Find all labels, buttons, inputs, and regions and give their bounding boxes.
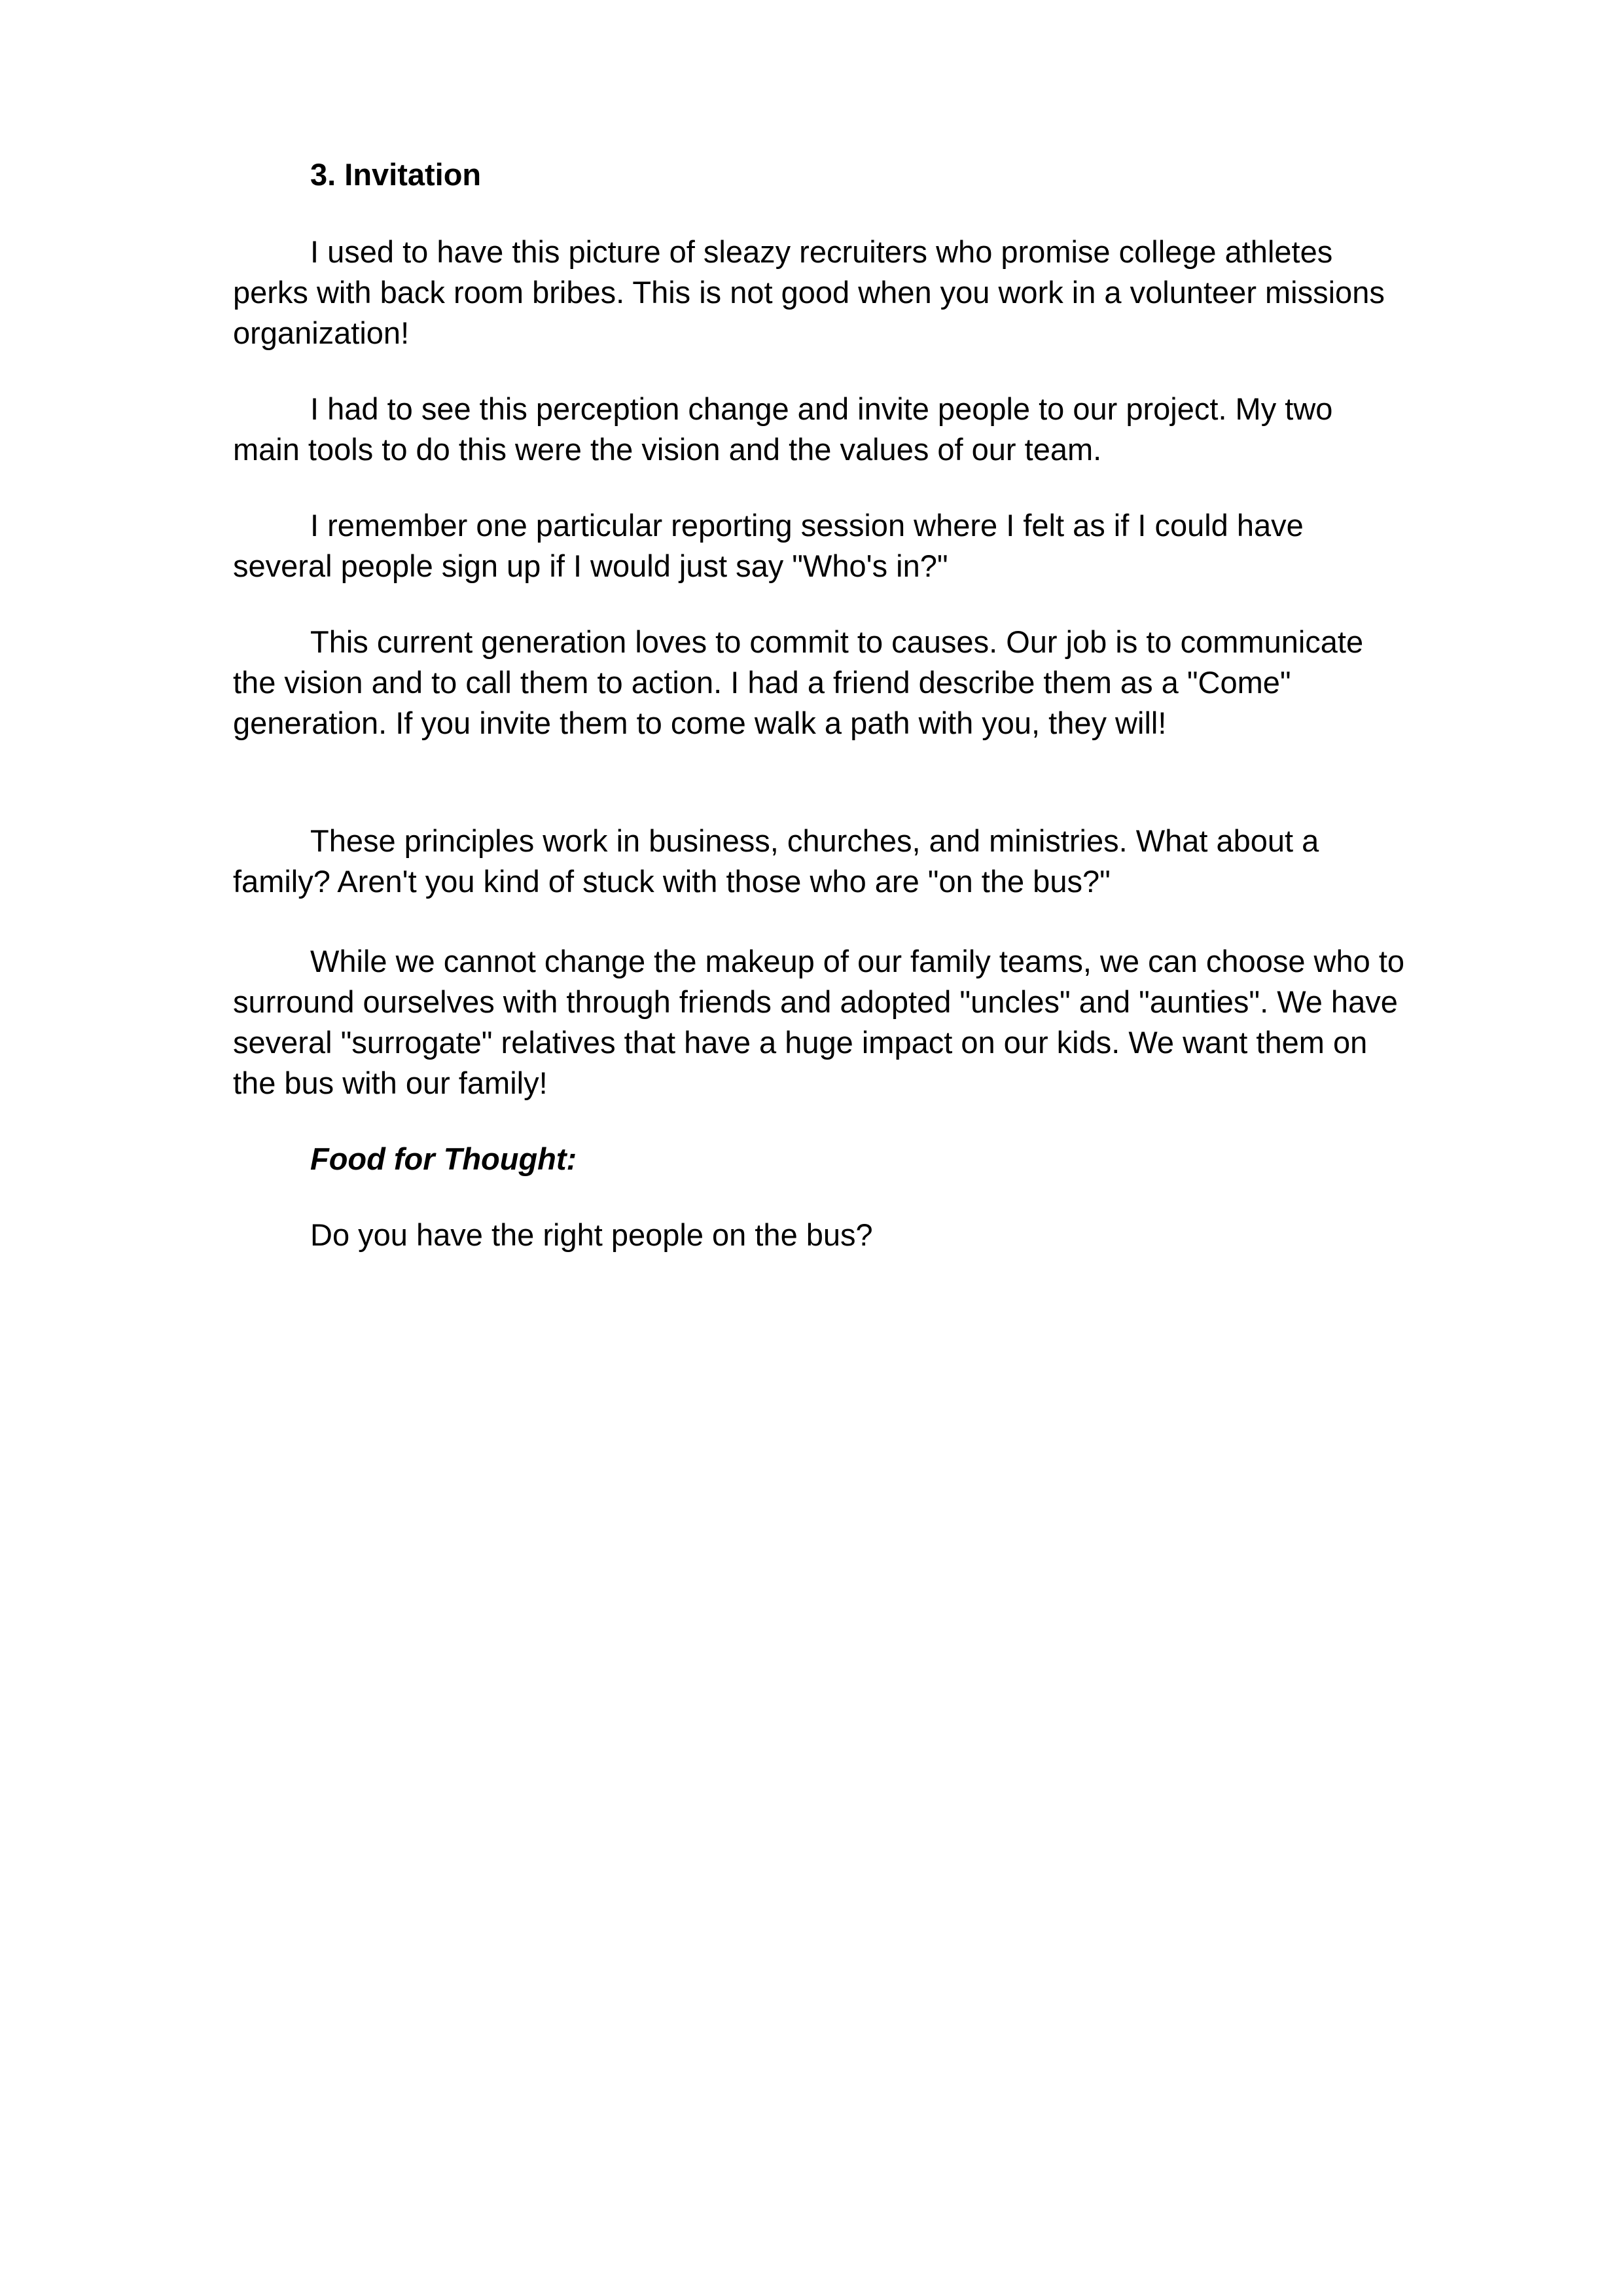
paragraph-family-teams: While we cannot change the makeup of our family teams, we can choose who to surround ourselves with through friends and adopted "uncles" and "aunties". We have several "surrogate" relatives that have a huge impact on our kids. We want them on the bus with our family! xyxy=(233,944,1405,1100)
paragraph-perception: I had to see this perception change and invite people to our project. My two main tools to do this were the vision and the values of our team. xyxy=(233,391,1333,467)
paragraph-recruiters: I used to have this picture of sleazy recruiters who promise college athletes perks with back room bribes. This is not good when you work in a volunteer missions organization! xyxy=(233,234,1385,350)
paragraph-principles: These principles work in business, churches, and ministries. What about a family? Aren't you kind of stuck with those who are "on the bus?" xyxy=(233,823,1319,899)
paragraph-come-generation: This current generation loves to commit to causes. Our job is to communicate the vision and to call them to action. I had a friend describe them as a "Come" generation. If you invite them to come walk a path with you, they will! xyxy=(233,624,1364,740)
food-for-thought-label: Food for Thought: xyxy=(310,1141,577,1176)
section-heading: 3. Invitation xyxy=(310,157,482,192)
paragraph-reporting-session: I remember one particular reporting session where I felt as if I could have several people sign up if I would just say "Who's in?" xyxy=(233,508,1304,583)
food-for-thought-question: Do you have the right people on the bus? xyxy=(310,1217,873,1252)
